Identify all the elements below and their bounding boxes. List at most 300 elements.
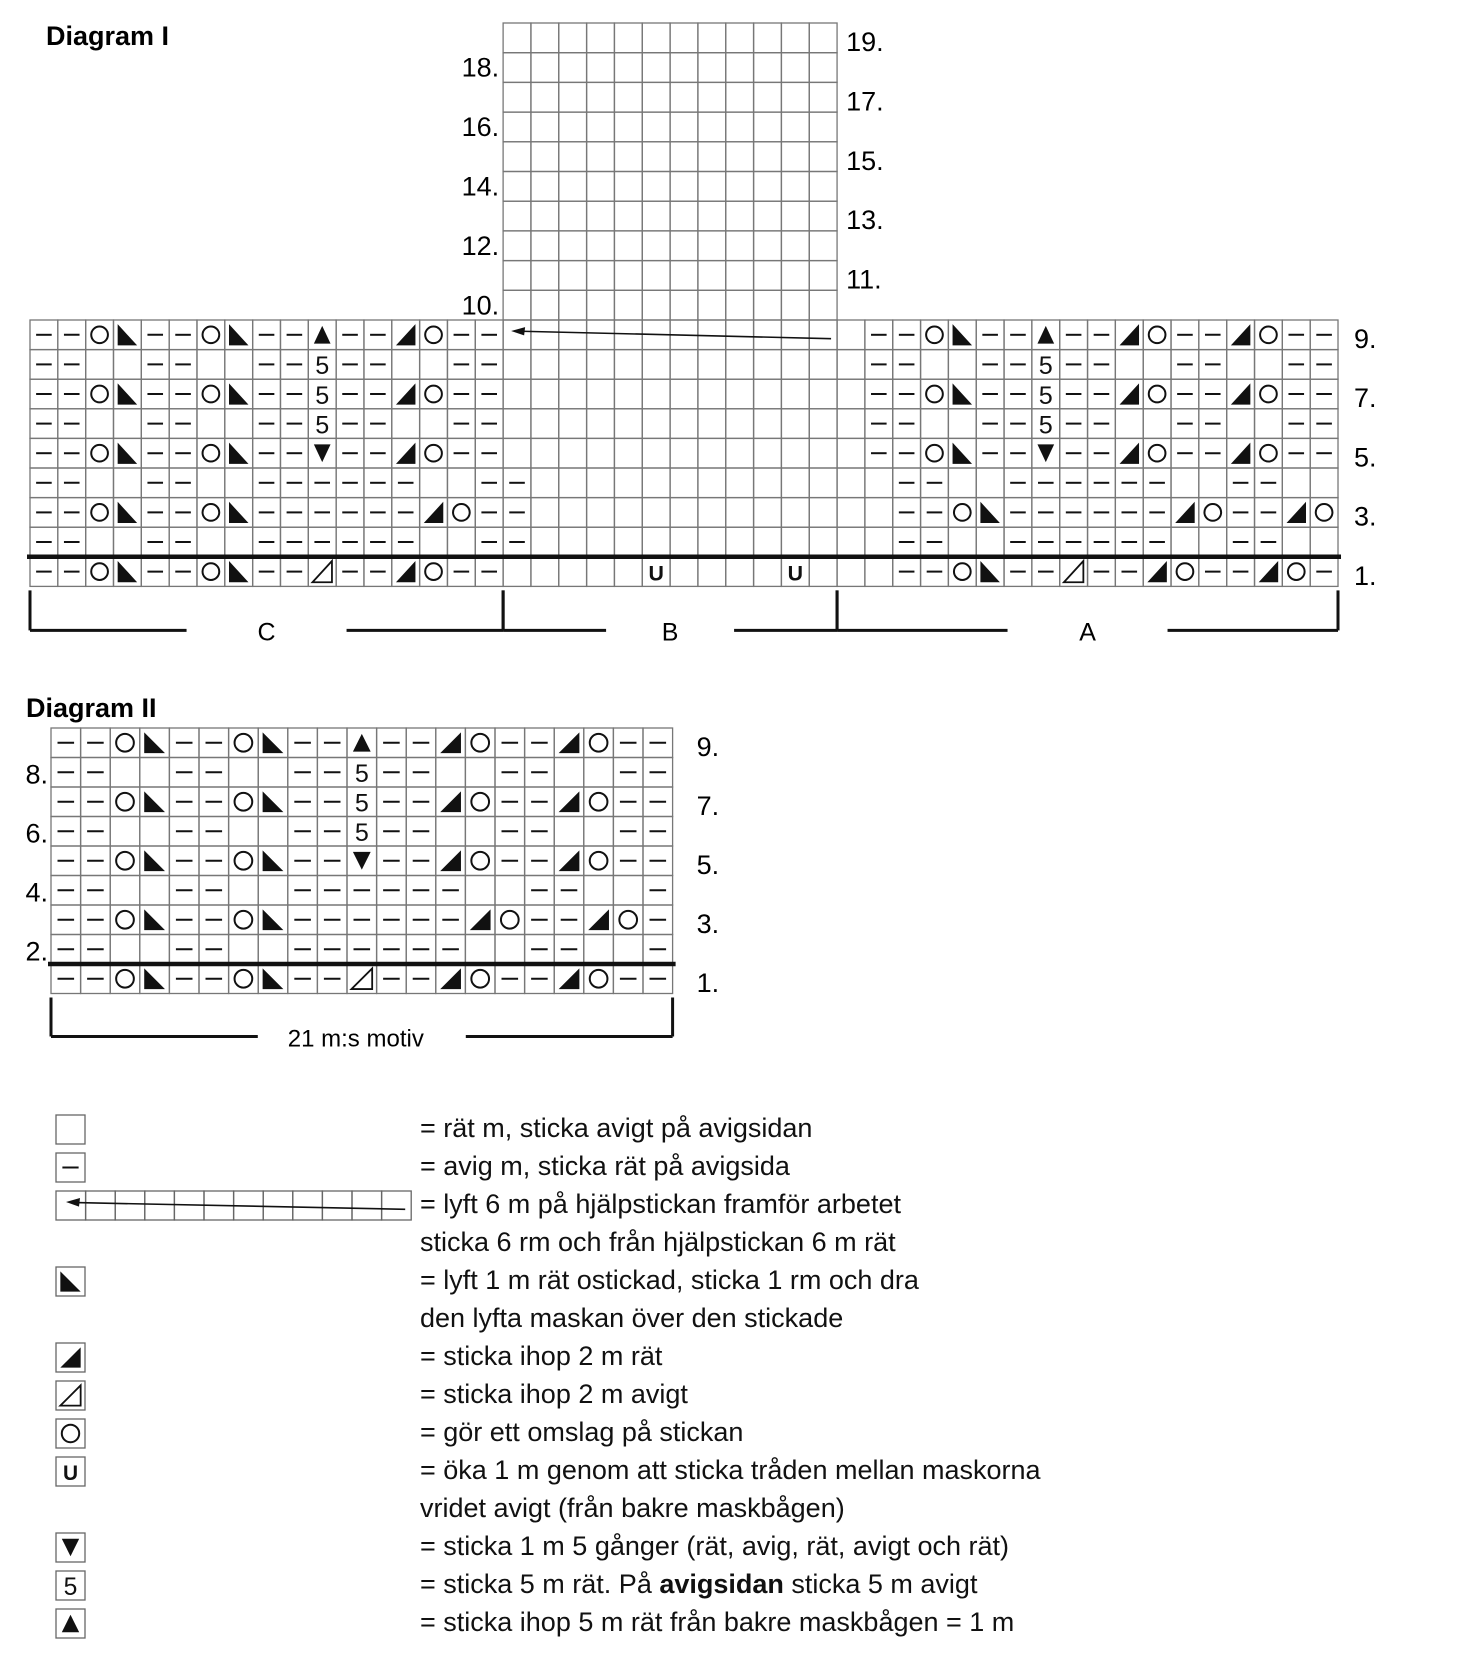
- chart-cell: [670, 557, 698, 587]
- chart-cell: [86, 438, 114, 468]
- chart-cell: [921, 438, 949, 468]
- chart-cell: [447, 498, 475, 528]
- chart-cell: [642, 172, 670, 202]
- chart-cell: [781, 53, 809, 83]
- k2tog-symbol: [396, 383, 415, 404]
- chart-cell: [837, 438, 865, 468]
- chart-cell: [754, 409, 782, 439]
- chart-cell: [670, 527, 698, 557]
- yarn-over-symbol: [471, 734, 489, 752]
- k2tog-symbol: [1259, 561, 1278, 582]
- chart-cell: [531, 379, 559, 409]
- chart-cell: [837, 468, 865, 498]
- legend-line: sticka 6 rm och från hjälpstickan 6 m rät: [420, 1227, 896, 1257]
- row-label: 3.: [1354, 501, 1377, 532]
- yarn-over-symbol: [590, 793, 608, 811]
- chart-cell: [531, 468, 559, 498]
- five-from-one-symbol: [353, 852, 371, 870]
- slip-knit-psso-symbol: [263, 732, 284, 753]
- chart-cell: [110, 876, 140, 906]
- chart-cell: [865, 498, 893, 528]
- chart-cell: [614, 409, 642, 439]
- chart-cell: [197, 320, 225, 350]
- chart-cell: [503, 231, 531, 261]
- row-label: 5.: [1354, 442, 1377, 473]
- chart-cell: [587, 231, 615, 261]
- chart-cell: [584, 964, 614, 994]
- yarn-over-symbol: [926, 326, 943, 343]
- chart-cell: [229, 728, 259, 758]
- chart-cell: [754, 320, 782, 350]
- chart-cell: [809, 379, 837, 409]
- yarn-over-symbol: [203, 504, 220, 521]
- yarn-over-symbol: [425, 445, 442, 462]
- yarn-over-symbol: [91, 386, 108, 403]
- chart-cell: [587, 201, 615, 231]
- k5tog-symbol: [62, 1615, 79, 1632]
- slip-knit-psso-symbol: [118, 561, 137, 582]
- chart-cell: [809, 498, 837, 528]
- p2tog-symbol: [60, 1385, 80, 1405]
- chart-cell: [642, 142, 670, 172]
- yarn-over-symbol: [590, 970, 608, 988]
- yarn-over-symbol: [203, 326, 220, 343]
- slip-knit-psso-symbol: [144, 909, 165, 930]
- chart-cell: [614, 142, 642, 172]
- chart-cell: [781, 82, 809, 112]
- chart-cell: [726, 350, 754, 380]
- chart-cell: [670, 231, 698, 261]
- chart-cell: [670, 23, 698, 53]
- yarn-over-symbol: [116, 793, 134, 811]
- k2tog-symbol: [559, 850, 580, 871]
- yarn-over-symbol: [471, 852, 489, 870]
- chart-cell: [584, 758, 614, 788]
- yarn-over-symbol: [1260, 386, 1277, 403]
- chart-cell: [587, 261, 615, 291]
- row-label: 17.: [846, 86, 884, 117]
- chart-cell: [809, 142, 837, 172]
- k2tog-symbol: [559, 968, 580, 989]
- yarn-over-symbol: [1149, 326, 1166, 343]
- chart-cell: [809, 231, 837, 261]
- yarn-over-icon: [56, 1419, 85, 1448]
- chart-cell: [110, 787, 140, 817]
- slip-knit-psso-symbol: [144, 850, 165, 871]
- chart-cell: [754, 350, 782, 380]
- k2tog-symbol: [1120, 383, 1139, 404]
- chart-cell: [531, 527, 559, 557]
- chart-cell: [503, 112, 531, 142]
- chart-cell: [587, 527, 615, 557]
- chart-cell: [86, 468, 114, 498]
- chart-cell: [531, 557, 559, 587]
- chart-cell: [392, 350, 420, 380]
- chart-cell: [754, 53, 782, 83]
- legend-line: = gör ett omslag på stickan: [420, 1417, 744, 1447]
- section-label: C: [257, 618, 276, 647]
- chart-cell: [503, 379, 531, 409]
- chart-cell: [781, 527, 809, 557]
- chart-cell: [503, 142, 531, 172]
- diagram1-chart: [27, 23, 1377, 646]
- chart-cell: [754, 231, 782, 261]
- chart-cell: [642, 409, 670, 439]
- chart-cell: [670, 142, 698, 172]
- chart-cell: [584, 787, 614, 817]
- chart-cell: [670, 409, 698, 439]
- chart-cell: [642, 527, 670, 557]
- chart-cell: [613, 876, 643, 906]
- chart-cell: [197, 468, 225, 498]
- row-label: 18.: [461, 52, 500, 83]
- chart-cell: [809, 350, 837, 380]
- chart-cell: [559, 82, 587, 112]
- chart-cell: [726, 468, 754, 498]
- yarn-over-symbol: [91, 445, 108, 462]
- chart-cell: [1199, 527, 1227, 557]
- slip-knit-psso-symbol: [953, 324, 972, 345]
- k2tog-symbol: [1147, 561, 1166, 582]
- chart-cell: [809, 527, 837, 557]
- row-label: 4.: [25, 877, 48, 908]
- chart-cell: [698, 112, 726, 142]
- legend-line: den lyfta maskan över den stickade: [420, 1303, 844, 1333]
- chart-cell: [531, 320, 559, 350]
- chart-cell: [642, 231, 670, 261]
- chart-cell: [1143, 320, 1171, 350]
- chart-cell: [420, 409, 448, 439]
- chart-cell: [559, 409, 587, 439]
- k2tog-symbol: [396, 324, 415, 345]
- yarn-over-symbol: [471, 970, 489, 988]
- chart-cell: [197, 527, 225, 557]
- increase-symbol: U: [787, 561, 804, 586]
- chart-cell: [86, 320, 114, 350]
- chart-cell: [726, 409, 754, 439]
- chart-cell: [465, 964, 495, 994]
- slip-knit-psso-symbol: [144, 968, 165, 989]
- chart-cell: [495, 935, 525, 965]
- five-knit-symbol: 5: [354, 818, 369, 847]
- cable-arrow: [521, 331, 831, 338]
- cable-icon: [145, 1191, 175, 1220]
- chart-cell: [229, 964, 259, 994]
- chart-cell: [670, 82, 698, 112]
- five-knit-symbol: 5: [354, 789, 369, 818]
- chart-cell: [726, 201, 754, 231]
- chart-cell: [110, 935, 140, 965]
- chart-cell: [140, 817, 170, 847]
- chart-cell: [229, 905, 259, 935]
- chart-cell: [976, 468, 1004, 498]
- chart-cell: [584, 935, 614, 965]
- chart-cell: [584, 728, 614, 758]
- yarn-over-symbol: [1260, 445, 1277, 462]
- chart-cell: [1255, 350, 1283, 380]
- chart-cell: [559, 201, 587, 231]
- chart-cell: [110, 905, 140, 935]
- five-from-one-symbol: [1037, 444, 1054, 462]
- slip-knit-psso-symbol: [263, 909, 284, 930]
- chart-cell: [754, 201, 782, 231]
- chart-cell: [642, 468, 670, 498]
- chart-cell: [809, 409, 837, 439]
- chart-cell: [258, 935, 288, 965]
- chart-cell: [465, 935, 495, 965]
- chart-cell: [614, 261, 642, 291]
- k2tog-symbol: [396, 443, 415, 464]
- cable-icon: [322, 1191, 352, 1220]
- chart-cell: [559, 290, 587, 320]
- chart-cell: [559, 23, 587, 53]
- chart-cell: [614, 201, 642, 231]
- row-label: 9.: [696, 732, 720, 762]
- yarn-over-symbol: [116, 911, 134, 929]
- chart-cell: [531, 82, 559, 112]
- motif-label: 21 m:s motiv: [287, 1025, 424, 1053]
- row-label: 1.: [1354, 560, 1377, 591]
- chart-cell: [614, 527, 642, 557]
- five-knit-symbol: 5: [315, 352, 330, 381]
- chart-cell: [1199, 468, 1227, 498]
- chart-cell: [503, 53, 531, 83]
- chart-cell: [1282, 557, 1310, 587]
- chart-cell: [531, 261, 559, 291]
- chart-cell: [865, 557, 893, 587]
- yarn-over-symbol: [91, 563, 108, 580]
- chart-cell: [587, 320, 615, 350]
- chart-cell: [531, 172, 559, 202]
- chart-cell: [197, 438, 225, 468]
- chart-cell: [559, 498, 587, 528]
- chart-cell: [809, 112, 837, 142]
- chart-cell: [614, 290, 642, 320]
- k2tog-symbol: [559, 791, 580, 812]
- five-from-one-symbol: [314, 444, 331, 462]
- chart-cell: [670, 172, 698, 202]
- chart-cell: [754, 142, 782, 172]
- chart-cell: [197, 379, 225, 409]
- chart-cell: [948, 498, 976, 528]
- yarn-over-symbol: [425, 563, 442, 580]
- chart-cell: [559, 379, 587, 409]
- chart-cell: [698, 23, 726, 53]
- chart-cell: [809, 172, 837, 202]
- chart-cell: [110, 728, 140, 758]
- chart-cell: [420, 350, 448, 380]
- chart-cell: [258, 817, 288, 847]
- chart-cell: [113, 350, 141, 380]
- chart-cell: [531, 53, 559, 83]
- chart-cell: [1143, 438, 1171, 468]
- yarn-over-symbol: [235, 852, 253, 870]
- yarn-over-symbol: [453, 504, 470, 521]
- chart-cell: [584, 876, 614, 906]
- chart-cell: [948, 409, 976, 439]
- chart-cell: [698, 231, 726, 261]
- chart-cell: [726, 379, 754, 409]
- yarn-over-symbol: [203, 386, 220, 403]
- yarn-over-symbol: [926, 386, 943, 403]
- k2tog-symbol: [1231, 383, 1250, 404]
- slip-knit-psso-symbol: [953, 443, 972, 464]
- chart-cell: [837, 350, 865, 380]
- slip-knit-psso-symbol: [980, 502, 999, 523]
- chart-cell: [614, 438, 642, 468]
- chart-cell: [531, 350, 559, 380]
- yarn-over-symbol: [203, 563, 220, 580]
- chart-cell: [531, 142, 559, 172]
- chart-cell: [614, 498, 642, 528]
- chart-cell: [726, 320, 754, 350]
- chart-cell: [587, 438, 615, 468]
- yarn-over-symbol: [590, 852, 608, 870]
- row-label: 15.: [846, 145, 884, 176]
- yarn-over-symbol: [954, 563, 971, 580]
- chart-cell: [613, 935, 643, 965]
- chart-cell: [420, 320, 448, 350]
- chart-cell: [197, 409, 225, 439]
- chart-cell: [86, 409, 114, 439]
- chart-cell: [559, 468, 587, 498]
- chart-cell: [726, 290, 754, 320]
- chart-cell: [781, 468, 809, 498]
- chart-cell: [614, 112, 642, 142]
- k2tog-symbol: [1120, 443, 1139, 464]
- chart-cell: [1255, 438, 1283, 468]
- legend-line: = lyft 1 m rät ostickad, sticka 1 rm och dra: [420, 1265, 919, 1295]
- chart-cell: [503, 320, 531, 350]
- chart-cell: [726, 498, 754, 528]
- chart-cell: [559, 350, 587, 380]
- chart-cell: [754, 468, 782, 498]
- chart-cell: [754, 82, 782, 112]
- diagram1-title: Diagram I: [46, 21, 170, 51]
- row-label: 10.: [461, 290, 500, 321]
- slip-knit-psso-symbol: [263, 850, 284, 871]
- row-label: 6.: [25, 818, 48, 849]
- chart-cell: [229, 846, 259, 876]
- chart-cell: [1171, 527, 1199, 557]
- cable-icon: [382, 1191, 412, 1220]
- chart-cell: [754, 379, 782, 409]
- row-label: 8.: [25, 759, 48, 790]
- yarn-over-symbol: [91, 326, 108, 343]
- k2tog-symbol: [1120, 324, 1139, 345]
- chart-cell: [225, 409, 253, 439]
- row-label: 11.: [846, 264, 882, 295]
- row-label: 2.: [25, 936, 48, 967]
- chart-cell: [1255, 320, 1283, 350]
- legend-line: = avig m, sticka rät på avigsida: [420, 1151, 790, 1181]
- slip-knit-psso-symbol: [229, 383, 248, 404]
- chart-cell: [670, 261, 698, 291]
- chart-cell: [559, 231, 587, 261]
- chart-cell: [948, 468, 976, 498]
- chart-cell: [140, 876, 170, 906]
- chart-cell: [86, 350, 114, 380]
- legend-symbols: [56, 1115, 411, 1638]
- chart-cell: [110, 817, 140, 847]
- chart-cell: [726, 142, 754, 172]
- chart-cell: [754, 261, 782, 291]
- chart-cell: [531, 498, 559, 528]
- chart-cell: [837, 557, 865, 587]
- slip-knit-psso-symbol: [118, 383, 137, 404]
- chart-cell: [587, 172, 615, 202]
- chart-cell: [584, 817, 614, 847]
- yarn-over-symbol: [619, 911, 637, 929]
- chart-cell: [642, 498, 670, 528]
- chart-cell: [587, 557, 615, 587]
- chart-cell: [587, 379, 615, 409]
- chart-cell: [559, 557, 587, 587]
- yarn-over-symbol: [116, 852, 134, 870]
- chart-cell: [1282, 527, 1310, 557]
- yarn-over-symbol: [1149, 386, 1166, 403]
- chart-cell: [140, 758, 170, 788]
- chart-cell: [809, 290, 837, 320]
- chart-cell: [948, 557, 976, 587]
- chart-cell: [670, 201, 698, 231]
- chart-cell: [587, 82, 615, 112]
- chart-cell: [465, 846, 495, 876]
- chart-cell: [197, 498, 225, 528]
- chart-cell: [754, 527, 782, 557]
- chart-cell: [531, 23, 559, 53]
- legend-line: = sticka ihop 5 m rät från bakre maskbågen = 1 m: [420, 1607, 1015, 1637]
- chart-cell: [726, 438, 754, 468]
- chart-cell: [86, 498, 114, 528]
- yarn-over-symbol: [1260, 326, 1277, 343]
- five-from-one-symbol: [62, 1539, 79, 1556]
- chart-cell: [754, 112, 782, 142]
- chart-cell: [781, 438, 809, 468]
- chart-cell: [698, 261, 726, 291]
- chart-cell: [197, 350, 225, 380]
- chart-cell: [554, 758, 584, 788]
- chart-cell: [587, 468, 615, 498]
- legend-line: = öka 1 m genom att sticka tråden mellan maskorna: [420, 1455, 1041, 1485]
- p2tog-symbol: [312, 561, 331, 582]
- slip-knit-psso-symbol: [118, 443, 137, 464]
- chart-cell: [225, 350, 253, 380]
- yarn-over-symbol: [91, 504, 108, 521]
- chart-cell: [698, 557, 726, 587]
- chart-cell: [1227, 409, 1255, 439]
- chart-cell: [726, 23, 754, 53]
- k2tog-symbol: [588, 909, 609, 930]
- row-label: 12.: [461, 230, 500, 261]
- chart-cell: [642, 290, 670, 320]
- yarn-over-symbol: [590, 734, 608, 752]
- chart-cell: [503, 23, 531, 53]
- chart-cell: [865, 468, 893, 498]
- chart-cell: [503, 350, 531, 380]
- chart-cell: [642, 261, 670, 291]
- chart-cell: [559, 320, 587, 350]
- yarn-over-symbol: [425, 326, 442, 343]
- k2tog-symbol: [440, 968, 461, 989]
- chart-cell: [976, 527, 1004, 557]
- chart-cell: [781, 350, 809, 380]
- chart-cell: [642, 53, 670, 83]
- cable-arrowhead: [66, 1198, 80, 1207]
- chart-cell: [670, 290, 698, 320]
- chart-cell: [754, 290, 782, 320]
- chart-cell: [531, 438, 559, 468]
